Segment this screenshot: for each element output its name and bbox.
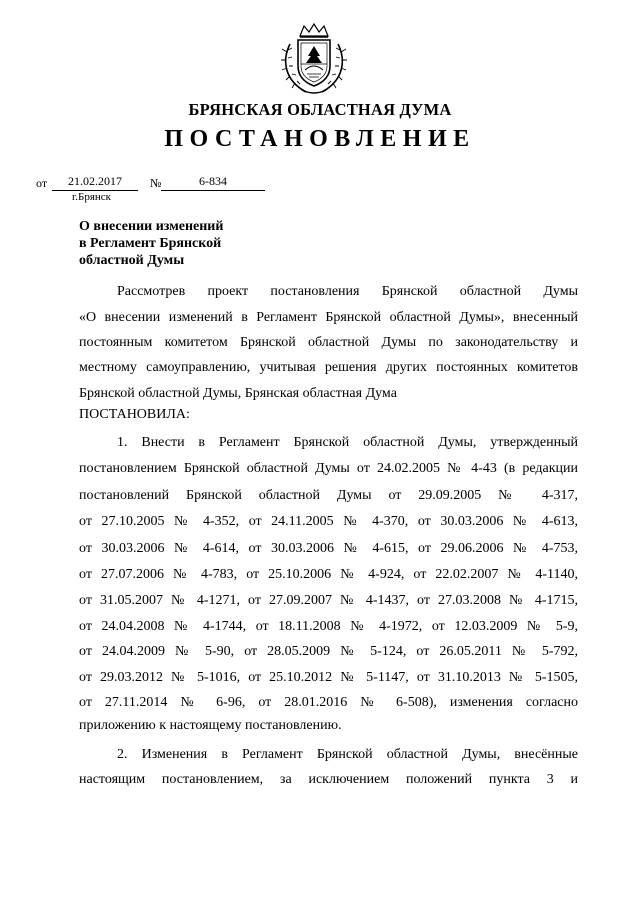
coat-of-arms-icon <box>278 22 350 96</box>
subject-line: О внесении изменений <box>79 219 224 234</box>
number-label: № <box>150 176 162 190</box>
subject-line: в Регламент Брянской <box>79 236 222 251</box>
document-city: г.Брянск <box>72 191 112 203</box>
item1-line: от 24.04.2008 № 4-1744, от 18.11.2008 № 4-1972, от 12.03.2009 № 5-9, <box>79 619 578 634</box>
resolved-heading: ПОСТАНОВИЛА: <box>79 407 190 422</box>
item1-line: от 29.03.2012 № 5-1016, от 25.10.2012 № 5-1147, от 31.10.2013 № 5-1505, <box>79 670 578 685</box>
document-date: 21.02.2017 <box>52 174 138 191</box>
item1-line: от 27.11.2014 № 6-96, от 28.01.2016 № 6-508), изменения согласно <box>79 695 578 710</box>
document-number: 6-834 <box>161 174 265 191</box>
from-label: от <box>36 176 48 190</box>
preamble-line: Брянской областной Думы, Брянская областная Дума <box>79 386 397 401</box>
preamble-line: постоянным комитетом Брянской областной Думы по законодательству и <box>79 335 578 350</box>
item1-line: от 24.04.2009 № 5-90, от 28.05.2009 № 5-124, от 26.05.2011 № 5-792, <box>79 644 578 659</box>
item1-line: от 27.07.2006 № 4-783, от 25.10.2006 № 4-924, от 22.02.2007 № 4-1140, <box>79 567 578 582</box>
item1-line: постановлением Брянской областной Думы от 24.02.2005 № 4-43 (в редакции <box>79 461 578 476</box>
document-subject <box>79 218 279 269</box>
item2-line: настоящим постановлением, за исключением положений пункта 3 и <box>79 772 578 787</box>
subject-line: областной Думы <box>79 253 185 268</box>
document-type-title: ПОСТАНОВЛЕНИЕ <box>164 126 476 152</box>
preamble-line: Рассмотрев проект постановления Брянской областной Думы <box>117 284 578 299</box>
item1-line: приложению к настоящему постановлению. <box>79 718 342 733</box>
preamble-line: «О внесении изменений в Регламент Брянской областной Думы», внесенный <box>79 310 578 325</box>
item1-line: 1. Внести в Регламент Брянской областной Думы, утвержденный <box>117 435 578 450</box>
item1-line: постановлений Брянской областной Думы от 29.09.2005 № 4-317, <box>79 488 578 503</box>
organization-name: БРЯНСКАЯ ОБЛАСТНАЯ ДУМА <box>188 100 452 119</box>
item1-line: от 27.10.2005 № 4-352, от 24.11.2005 № 4-370, от 30.03.2006 № 4-613, <box>79 514 578 529</box>
item1-line: от 30.03.2006 № 4-614, от 30.03.2006 № 4-615, от 29.06.2006 № 4-753, <box>79 541 578 556</box>
preamble-line: местному самоуправлению, учитывая решения других постоянных комитетов <box>79 360 578 375</box>
item1-line: от 31.05.2007 № 4-1271, от 27.09.2007 № 4-1437, от 27.03.2008 № 4-1715, <box>79 593 578 608</box>
item2-line: 2. Изменения в Регламент Брянской областной Думы, внесённые <box>117 747 578 762</box>
